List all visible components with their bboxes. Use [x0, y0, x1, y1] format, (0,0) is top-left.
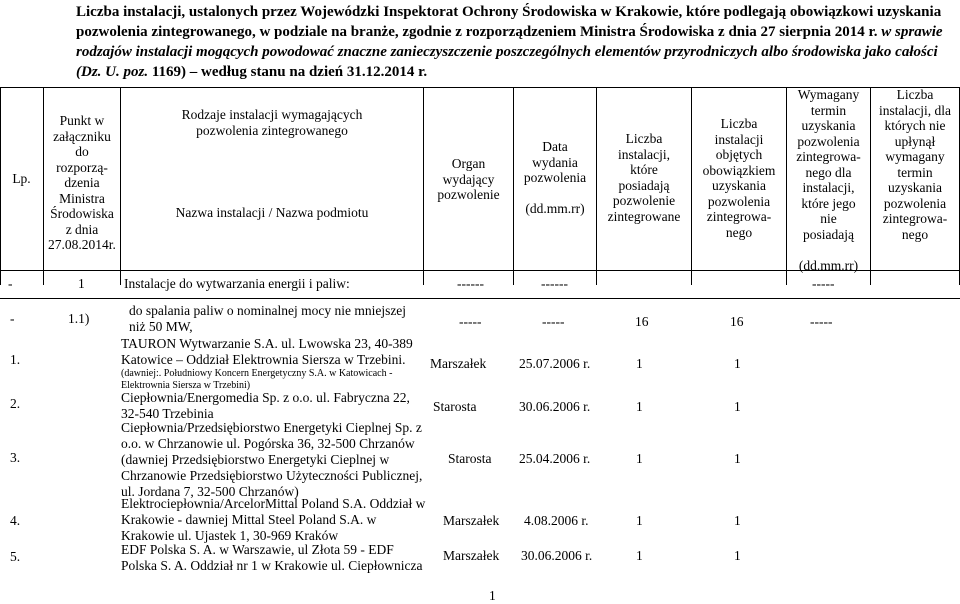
row-date: 25.04.2006 r.	[519, 451, 591, 466]
header-line: rozporzą-	[56, 159, 108, 175]
row-installation	[121, 336, 413, 392]
row-count-objetych: 1	[734, 399, 741, 414]
row-lp: 5.	[10, 549, 21, 564]
row-organ: Starosta	[433, 399, 477, 414]
section-number: 1	[78, 276, 85, 291]
header-line: z dnia	[65, 221, 99, 237]
header-line: instalacji, dla	[879, 102, 951, 118]
section-dash: -	[8, 276, 13, 291]
row-installation	[121, 542, 422, 574]
subsection-dashes-termin: -----	[810, 314, 833, 329]
row-line: ul. Jordana 7, 32-500 Chrzanów)	[121, 484, 299, 499]
row-note: (dawniej:. Południowy Koncern Energetyczny S.A. w Katowicach -	[121, 368, 393, 379]
header-line: zintegrowa-	[796, 149, 861, 164]
header-spacer	[514, 186, 596, 202]
header-line: Wymagany	[797, 87, 860, 102]
subsection-count-posiadajace: 16	[635, 314, 649, 329]
document-title	[76, 2, 948, 82]
row-installation	[121, 390, 410, 422]
header-line: posiadają	[803, 226, 854, 242]
header-line: instalacji,	[802, 180, 855, 195]
header-line: 27.08.2014r.	[48, 237, 116, 252]
row-line: Elektrociepłownia/ArcelorMittal Poland S.A. Oddział w	[121, 496, 426, 511]
section-dashes-data: ------	[541, 276, 568, 291]
header-line: Data	[542, 139, 568, 154]
row-organ: Starosta	[448, 451, 492, 466]
header-data	[514, 139, 596, 217]
header-line: nie	[820, 211, 837, 226]
header-line: uzyskania	[801, 118, 856, 133]
header-line: instalacji,	[617, 146, 671, 162]
header-line: nego dla	[805, 164, 852, 180]
row-organ: Marszałek	[443, 548, 500, 563]
header-line: pozwolenia	[523, 170, 587, 185]
header-line: uzyskania	[712, 178, 766, 193]
row-line: TAURON Wytwarzanie S.A. ul. Lwowska 23, 40-389	[121, 336, 413, 351]
header-line: zintegrowane	[607, 208, 681, 224]
row-note: Elektrownia Siersza w Trzebini)	[121, 380, 251, 391]
header-liczba-posiadajace	[597, 131, 691, 224]
section-bottom-border	[0, 298, 960, 299]
header-line: wydający	[442, 171, 495, 187]
row-count-objetych: 1	[734, 513, 741, 528]
header-line: które jego	[801, 195, 856, 211]
header-line: pozwolenie	[437, 187, 500, 202]
header-line: załączniku	[53, 128, 111, 144]
title-tail: 1169) – według stanu na dzień 31.12.2014 r.	[151, 64, 428, 80]
title-italic: w sprawie rodzajów instalacji mogących powodować znaczne zanieczyszczenie poszczególnych elementów przyrodniczych albo środowiska jako całości (Dz. U. poz.	[76, 24, 943, 80]
header-line: Liczba	[625, 131, 663, 146]
header-line: upłynął	[894, 133, 936, 149]
header-line: Rodzaje instalacji wymagających	[181, 107, 363, 122]
header-line: instalacji	[714, 131, 764, 147]
subsection-count-objetych: 16	[730, 314, 744, 329]
row-count-posiadajace: 1	[636, 548, 643, 563]
row-count-objetych: 1	[734, 548, 741, 563]
header-line: wydania	[532, 154, 578, 170]
header-liczba-objetych	[692, 116, 786, 240]
header-line: zintegrowa-	[706, 209, 772, 224]
header-line: zintegrowa-	[882, 211, 948, 226]
header-line: (dd.mm.rr)	[525, 201, 585, 216]
row-line: Krakowie ul. Ujastek 1, 30-969 Kraków	[121, 528, 339, 543]
row-line: 32-540 Trzebinia	[121, 406, 214, 421]
row-date: 25.07.2006 r.	[519, 356, 591, 371]
row-lp: 2.	[10, 396, 21, 411]
header-line: Organ	[451, 156, 486, 171]
row-lp: 3.	[10, 450, 21, 465]
header-line: Ministra	[59, 190, 105, 206]
section-dashes-termin: -----	[812, 276, 835, 291]
subsection-number: 1.1)	[68, 311, 90, 326]
header-spacer	[787, 242, 870, 258]
row-line: Krakowie - dawniej Mittal Steel Poland S.A. w	[121, 512, 377, 527]
header-line: objętych	[715, 147, 763, 162]
row-count-posiadajace: 1	[636, 451, 643, 466]
row-line: (dawniej Przedsiębiorstwo Energetyki Cieplnej w	[121, 452, 390, 467]
header-line: pozwolenie	[612, 193, 676, 208]
header-line: obowiązkiem	[702, 162, 776, 178]
header-line: pozwolenia	[883, 195, 947, 211]
row-count-posiadajace: 1	[636, 399, 643, 414]
col-border	[0, 88, 1, 285]
header-rodzaje	[121, 107, 423, 138]
row-line: EDF Polska S. A. w Warszawie, ul Złota 59 - EDF	[121, 542, 394, 557]
title-bold: Liczba instalacji, ustalonych przez Wojewódzki Inspektorat Ochrony Środowiska w Krakowie, które podlegają obowiązkowi uzyskania pozwolenia zintegrowanego, w podziale na branże, zgodnie z rozporządzeniem Ministra Środowiska z dnia 27 sierpnia 2014 r.	[76, 4, 942, 40]
row-line: Polska S. A. Oddział nr 1 w Krakowie ul. Ciepłownicza	[121, 558, 423, 573]
row-line: Ciepłownia/Energomedia Sp. z o.o. ul. Fabryczna 22,	[121, 390, 410, 405]
section-label: Instalacje do wytwarzania energii i paliw:	[124, 276, 350, 291]
row-organ: Marszałek	[430, 356, 487, 371]
row-line: Chrzanowie Przedsiębiorstwo Użyteczności Publicznej,	[121, 468, 423, 483]
row-count-objetych: 1	[734, 451, 741, 466]
row-count-objetych: 1	[734, 356, 741, 371]
header-line: dzenia	[64, 175, 100, 190]
row-installation	[121, 496, 425, 544]
header-line: termin	[810, 102, 847, 118]
row-lp: 4.	[10, 513, 21, 528]
row-date: 30.06.2006 r.	[519, 399, 591, 414]
header-line: pozwolenia zintegrowanego	[196, 122, 348, 138]
header-line: Liczba	[720, 116, 758, 131]
header-line: pozwolenia	[797, 133, 860, 149]
header-liczba-nieuplynal	[871, 87, 959, 242]
header-line: które	[630, 162, 658, 177]
row-count-posiadajace: 1	[636, 356, 643, 371]
subsection-dashes-data: -----	[542, 314, 565, 329]
header-line: nego	[901, 226, 929, 242]
header-punkt	[44, 113, 120, 253]
header-line: Liczba	[896, 87, 934, 102]
header-organ	[424, 156, 513, 203]
header-lp: Lp.	[12, 171, 31, 186]
header-line: posiadają	[618, 177, 670, 193]
row-lp: 1.	[10, 352, 21, 367]
row-date: 30.06.2006 r.	[521, 548, 593, 563]
subsection-label-line2: niż 50 MW,	[129, 319, 193, 334]
row-count-posiadajace: 1	[636, 513, 643, 528]
subsection-dash: -	[10, 311, 15, 326]
row-organ: Marszałek	[443, 513, 500, 528]
row-date: 4.08.2006 r.	[524, 513, 589, 528]
header-line: nego	[725, 224, 753, 240]
header-wymagany-termin	[787, 87, 870, 273]
header-line: Punkt w	[59, 113, 105, 128]
row-installation	[121, 420, 422, 500]
header-line: Środowiska	[50, 206, 114, 221]
header-line: do	[75, 144, 89, 159]
row-line: Ciepłownia/Przedsiębiorstwo Energetyki Cieplnej Sp. z	[121, 420, 422, 435]
header-line: pozwolenia	[707, 193, 771, 209]
section-dashes-organ: ------	[457, 276, 484, 291]
subsection-label-line1: do spalania paliw o nominalnej mocy nie mniejszej	[129, 303, 407, 318]
subsection-dashes-organ: -----	[459, 314, 482, 329]
header-line: termin	[897, 164, 933, 180]
header-nazwa: Nazwa instalacji / Nazwa podmiotu	[175, 205, 369, 220]
page-number: 1	[489, 588, 496, 603]
row-line: o.o. w Chrzanowie ul. Pogórska 36, 32-500 Chrzanów	[121, 436, 415, 451]
header-line: (dd.mm.rr)	[798, 257, 859, 273]
header-line: których nie	[884, 118, 946, 133]
header-line: uzyskania	[888, 180, 942, 195]
header-line: wymagany	[885, 149, 945, 164]
row-line: Katowice – Oddział Elektrownia Siersza w Trzebini.	[121, 352, 406, 367]
